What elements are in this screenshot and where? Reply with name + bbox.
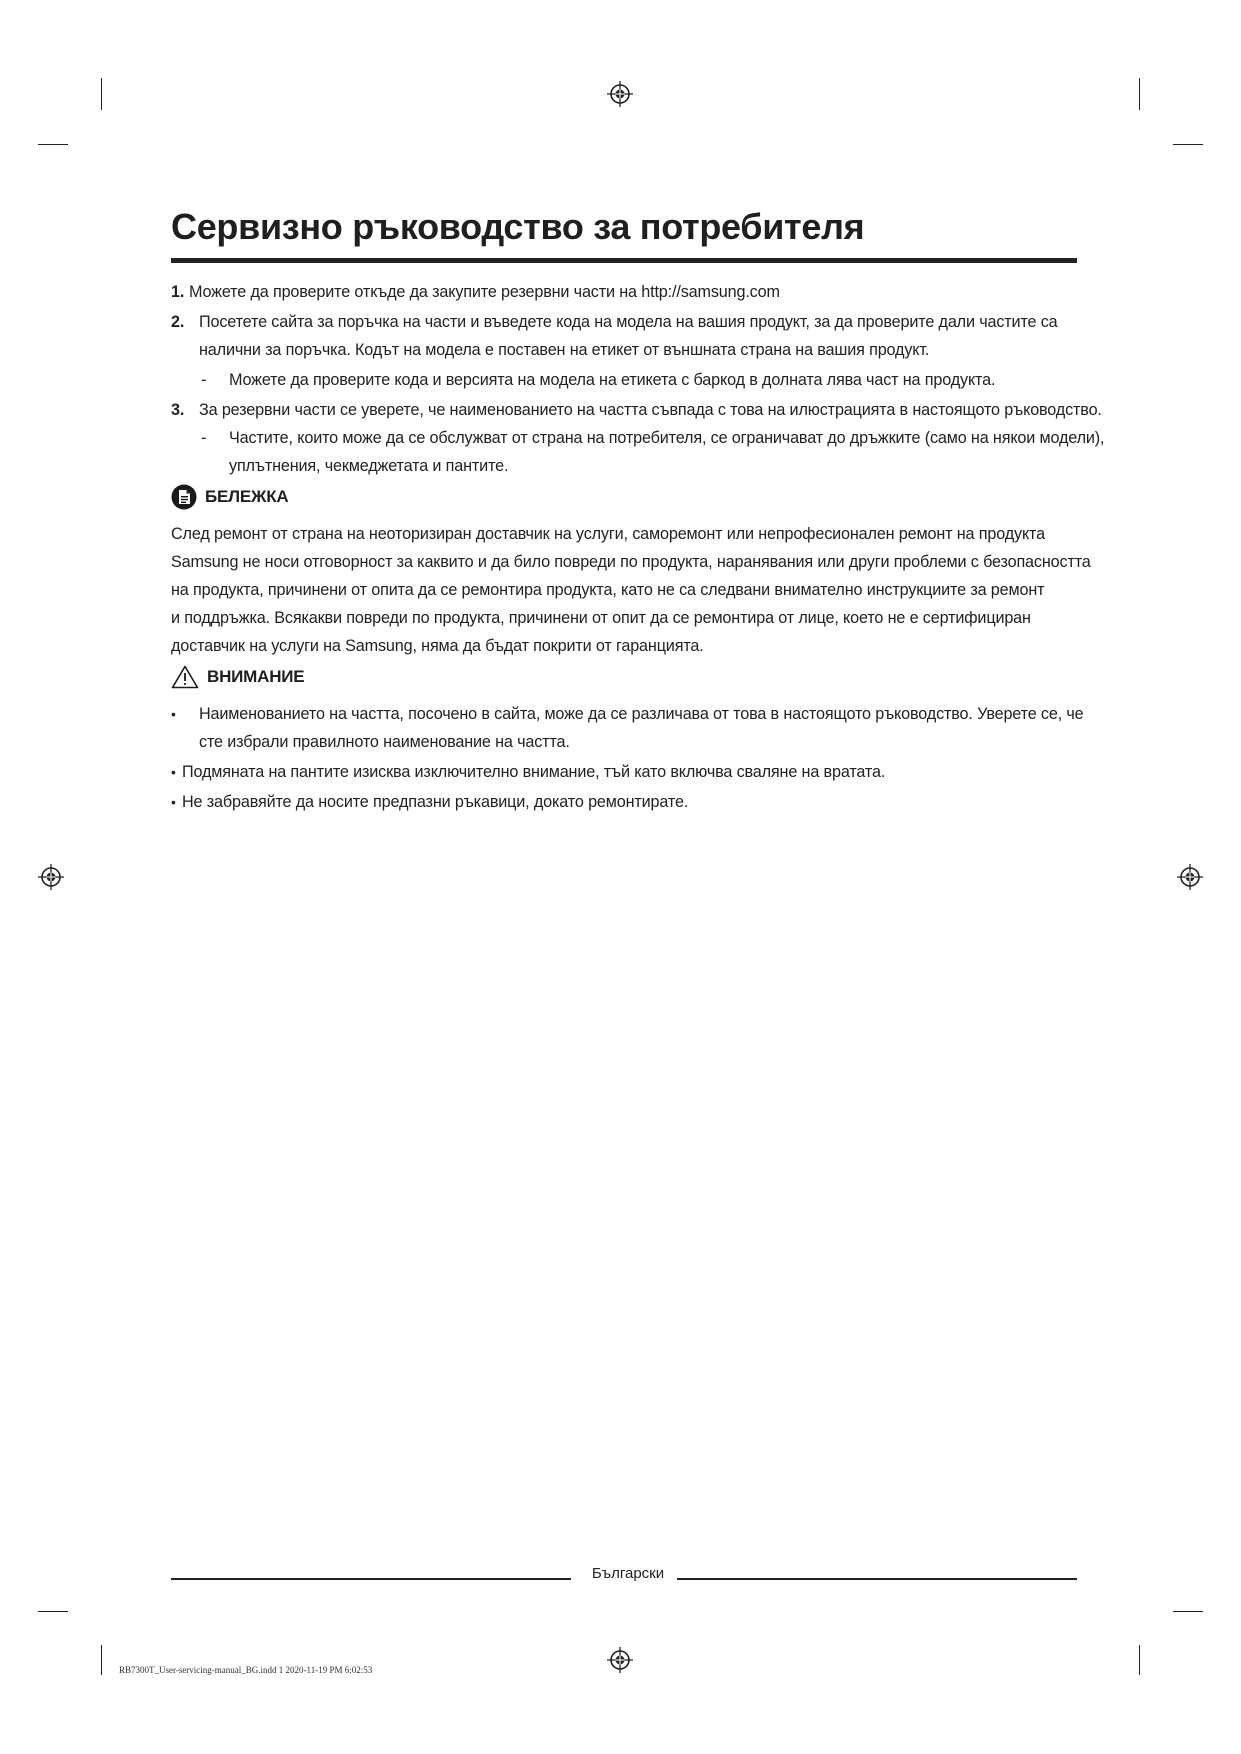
- crop-mark-top-left: [101, 78, 102, 110]
- crop-mark-top-right: [1139, 78, 1140, 110]
- sub-dash: -: [201, 429, 207, 447]
- registration-mark-top-icon: [607, 81, 633, 107]
- caution-item: [171, 788, 1077, 818]
- crop-mark-bottom-right: [1139, 1645, 1140, 1675]
- note-body: [171, 520, 1091, 660]
- registration-mark-left-icon: [38, 864, 64, 890]
- crop-mark-bottom-left: [101, 1645, 102, 1675]
- caution-heading: [171, 662, 304, 692]
- print-slug: RB7300T_User-servicing-manual_BG.indd 1 2020-11-19 PM 6:02:53: [119, 1665, 373, 1675]
- note-icon: [171, 484, 197, 510]
- steps-list: [171, 278, 1105, 482]
- footer-rule-right: [677, 1578, 1077, 1580]
- step-number: 1.: [171, 283, 185, 301]
- note-line: Samsung не носи отговорност за каквито и да било повреди по продукта, наранявания или други проблеми с безопасността: [171, 553, 1091, 571]
- caution-text: Подмяната на пантите изисква изключително внимание, тъй като включва сваляне на вратата.: [182, 763, 886, 781]
- caution-item: [171, 758, 1077, 788]
- note-heading-label: БЕЛЕЖКА: [205, 487, 289, 506]
- note-line: След ремонт от страна на неоторизиран доставчик на услуги, саморемонт или непрофесионален ремонт на продукта: [171, 525, 1045, 543]
- step-text: Посетете сайта за поръчка на части и въведете кода на модела на вашия продукт, за да проверите дали частите са: [199, 313, 1058, 331]
- caution-heading-label: ВНИМАНИЕ: [207, 667, 305, 686]
- warning-icon: [171, 665, 199, 689]
- bullet: •: [171, 794, 176, 810]
- crop-mark-bottom-left-h: [38, 1611, 68, 1612]
- step-text: За резервни части се уверете, че наименованието на частта съвпада с това на илюстрацията в настоящото ръководство.: [199, 401, 1102, 419]
- step-1: [171, 278, 1077, 308]
- page-title: Сервизно ръководство за потребителя: [171, 206, 865, 247]
- step-text: налични за поръчка. Кодът на модела е поставен на етикет от външната страна на вашия продукт.: [199, 341, 930, 359]
- footer-language: Български: [591, 1565, 665, 1582]
- step-text: Можете да проверите откъде да закупите резервни части на http://samsung.com: [189, 283, 780, 301]
- step-number: 2.: [171, 313, 185, 331]
- title-rule: [171, 258, 1077, 263]
- bullet: •: [171, 764, 176, 780]
- step-3-sub: [171, 424, 1105, 482]
- caution-text: Не забравяйте да носите предпазни ръкавици, докато ремонтирате.: [182, 793, 689, 811]
- registration-mark-bottom-icon: [607, 1647, 633, 1673]
- caution-text: Наименованието на частта, посочено в сайта, може да се различава от това в настоящото ръководство. Уверете се, че: [199, 705, 1084, 723]
- step-2: [171, 308, 1077, 366]
- step-number: 3.: [171, 401, 185, 419]
- crop-mark-bottom-right-h: [1173, 1611, 1203, 1612]
- sub-dash: -: [201, 371, 207, 389]
- step-2-sub: [171, 366, 1077, 396]
- footer-rule-left: [171, 1578, 571, 1580]
- caution-text: сте избрали правилното наименование на частта.: [199, 733, 570, 751]
- registration-mark-right-icon: [1177, 864, 1203, 890]
- note-line: доставчик на услуги на Samsung, няма да бъдат покрити от гаранцията.: [171, 637, 704, 655]
- note-heading: [171, 482, 288, 512]
- step-3: [171, 396, 1102, 424]
- caution-item: [171, 700, 1084, 758]
- bullet: •: [171, 706, 176, 722]
- sub-text: уплътнения, чекмеджетата и пантите.: [229, 457, 509, 475]
- note-line: и поддръжка. Всякакви повреди по продукта, причинени от опит да се ремонтира от лице, което не е сертифициран: [171, 609, 1031, 627]
- sub-text: Можете да проверите кода и версията на модела на етикета с баркод в долната лява част на продукта.: [229, 371, 996, 389]
- sub-text: Частите, които може да се обслужват от страна на потребителя, се ограничават до дръжките (само на някои модели),: [229, 429, 1105, 447]
- crop-mark-top-right-h: [1173, 144, 1203, 145]
- caution-list: [171, 700, 1084, 818]
- crop-mark-top-left-h: [38, 144, 68, 145]
- note-line: на продукта, причинени от опита да се ремонтира продукта, като не са следвани внимателно инструкциите за ремонт: [171, 581, 1045, 599]
